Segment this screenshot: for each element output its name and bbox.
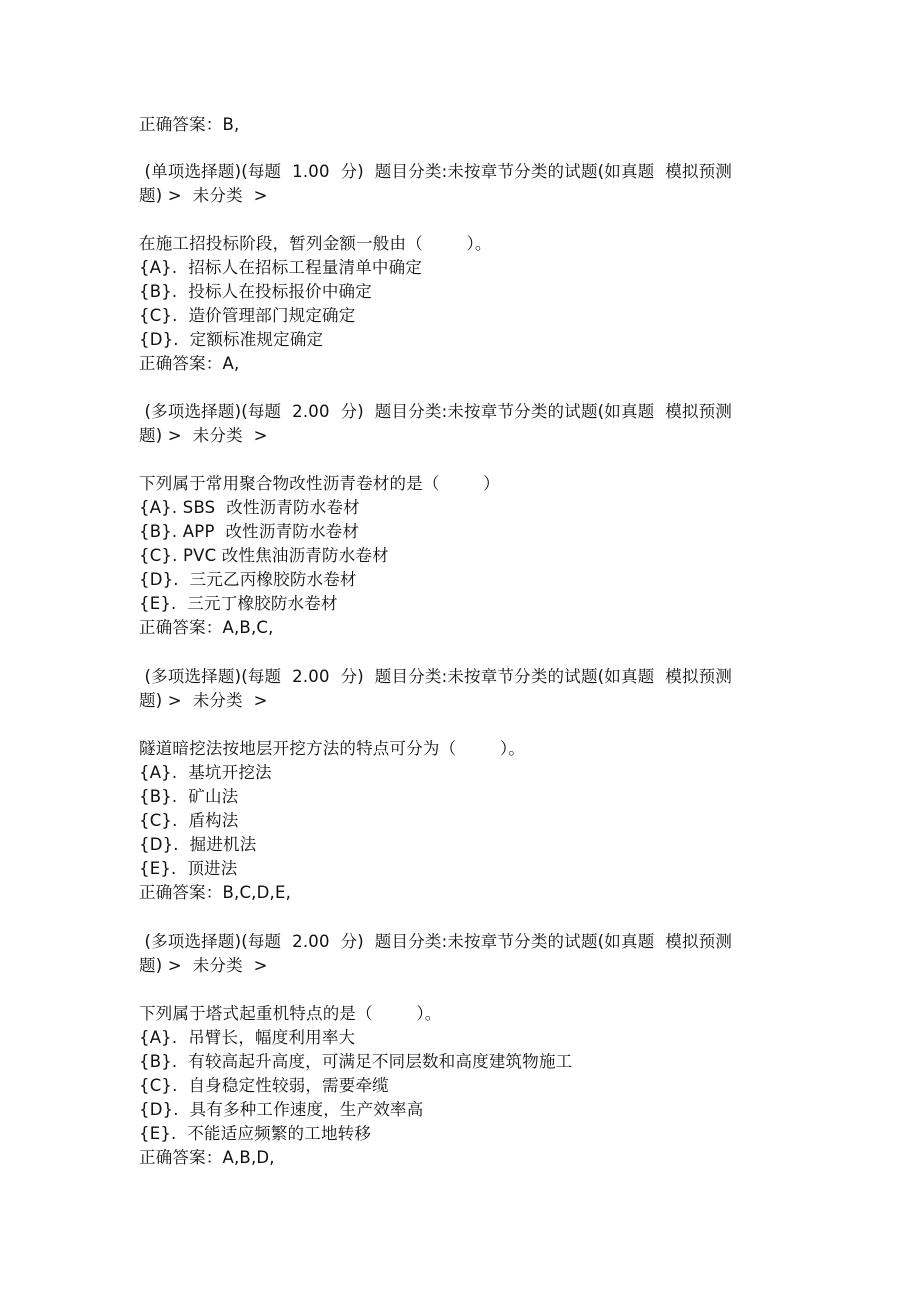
question-meta: (多项选择题)(每题 2.00 分) 题目分类:未按章节分类的试题(如真题 模拟预测 bbox=[139, 402, 733, 421]
question-text: 隧道暗挖法按地层开挖方法的特点可分为（ ）。 bbox=[139, 739, 526, 758]
option-e: {E}. 顶进法 bbox=[139, 859, 238, 878]
option-d: {D}. 三元乙丙橡胶防水卷材 bbox=[139, 570, 357, 589]
option-d: {D}. 具有多种工作速度，生产效率高 bbox=[139, 1100, 424, 1119]
option-a: {A}. 基坑开挖法 bbox=[139, 763, 272, 782]
option-d: {D}. 定额标准规定确定 bbox=[139, 330, 324, 349]
option-b: {B}. 矿山法 bbox=[139, 787, 239, 806]
option-a: {A}. SBS 改性沥青防水卷材 bbox=[139, 498, 360, 517]
option-a: {A}. 吊臂长，幅度利用率大 bbox=[139, 1028, 356, 1047]
option-c: {C}. 盾构法 bbox=[139, 811, 239, 830]
option-e: {E}. 不能适应频繁的工地转移 bbox=[139, 1124, 372, 1143]
question-text: 下列属于塔式起重机特点的是（ ）。 bbox=[139, 1004, 442, 1023]
question-text: 在施工招投标阶段，暂列金额一般由（ ）。 bbox=[139, 234, 492, 253]
answer-line: 正确答案：A,B,C, bbox=[139, 618, 274, 637]
question-meta: (多项选择题)(每题 2.00 分) 题目分类:未按章节分类的试题(如真题 模拟预测 bbox=[139, 667, 733, 686]
option-b: {B}. APP 改性沥青防水卷材 bbox=[139, 522, 360, 541]
option-c: {C}. PVC 改性焦油沥青防水卷材 bbox=[139, 546, 389, 565]
option-c: {C}. 造价管理部门规定确定 bbox=[139, 306, 356, 325]
question-meta-category: 题) > 未分类 > bbox=[139, 956, 268, 975]
option-e: {E}. 三元丁橡胶防水卷材 bbox=[139, 594, 338, 613]
option-c: {C}. 自身稳定性较弱，需要牵缆 bbox=[139, 1076, 389, 1095]
answer-line: 正确答案：B, bbox=[139, 115, 240, 134]
question-meta: (多项选择题)(每题 2.00 分) 题目分类:未按章节分类的试题(如真题 模拟预测 bbox=[139, 932, 733, 951]
question-meta-category: 题) > 未分类 > bbox=[139, 426, 268, 445]
option-a: {A}. 招标人在招标工程量清单中确定 bbox=[139, 258, 423, 277]
question-meta-category: 题) > 未分类 > bbox=[139, 691, 268, 710]
answer-line: 正确答案：A,B,D, bbox=[139, 1148, 275, 1167]
question-meta-category: 题) > 未分类 > bbox=[139, 186, 268, 205]
question-meta: (单项选择题)(每题 1.00 分) 题目分类:未按章节分类的试题(如真题 模拟预测 bbox=[139, 162, 733, 181]
option-b: {B}. 有较高起升高度，可满足不同层数和高度建筑物施工 bbox=[139, 1052, 573, 1071]
question-text: 下列属于常用聚合物改性沥青卷材的是（ ） bbox=[139, 474, 500, 493]
option-d: {D}. 掘进机法 bbox=[139, 835, 257, 854]
answer-line: 正确答案：B,C,D,E, bbox=[139, 883, 292, 902]
option-b: {B}. 投标人在投标报价中确定 bbox=[139, 282, 372, 301]
answer-line: 正确答案：A, bbox=[139, 354, 240, 373]
